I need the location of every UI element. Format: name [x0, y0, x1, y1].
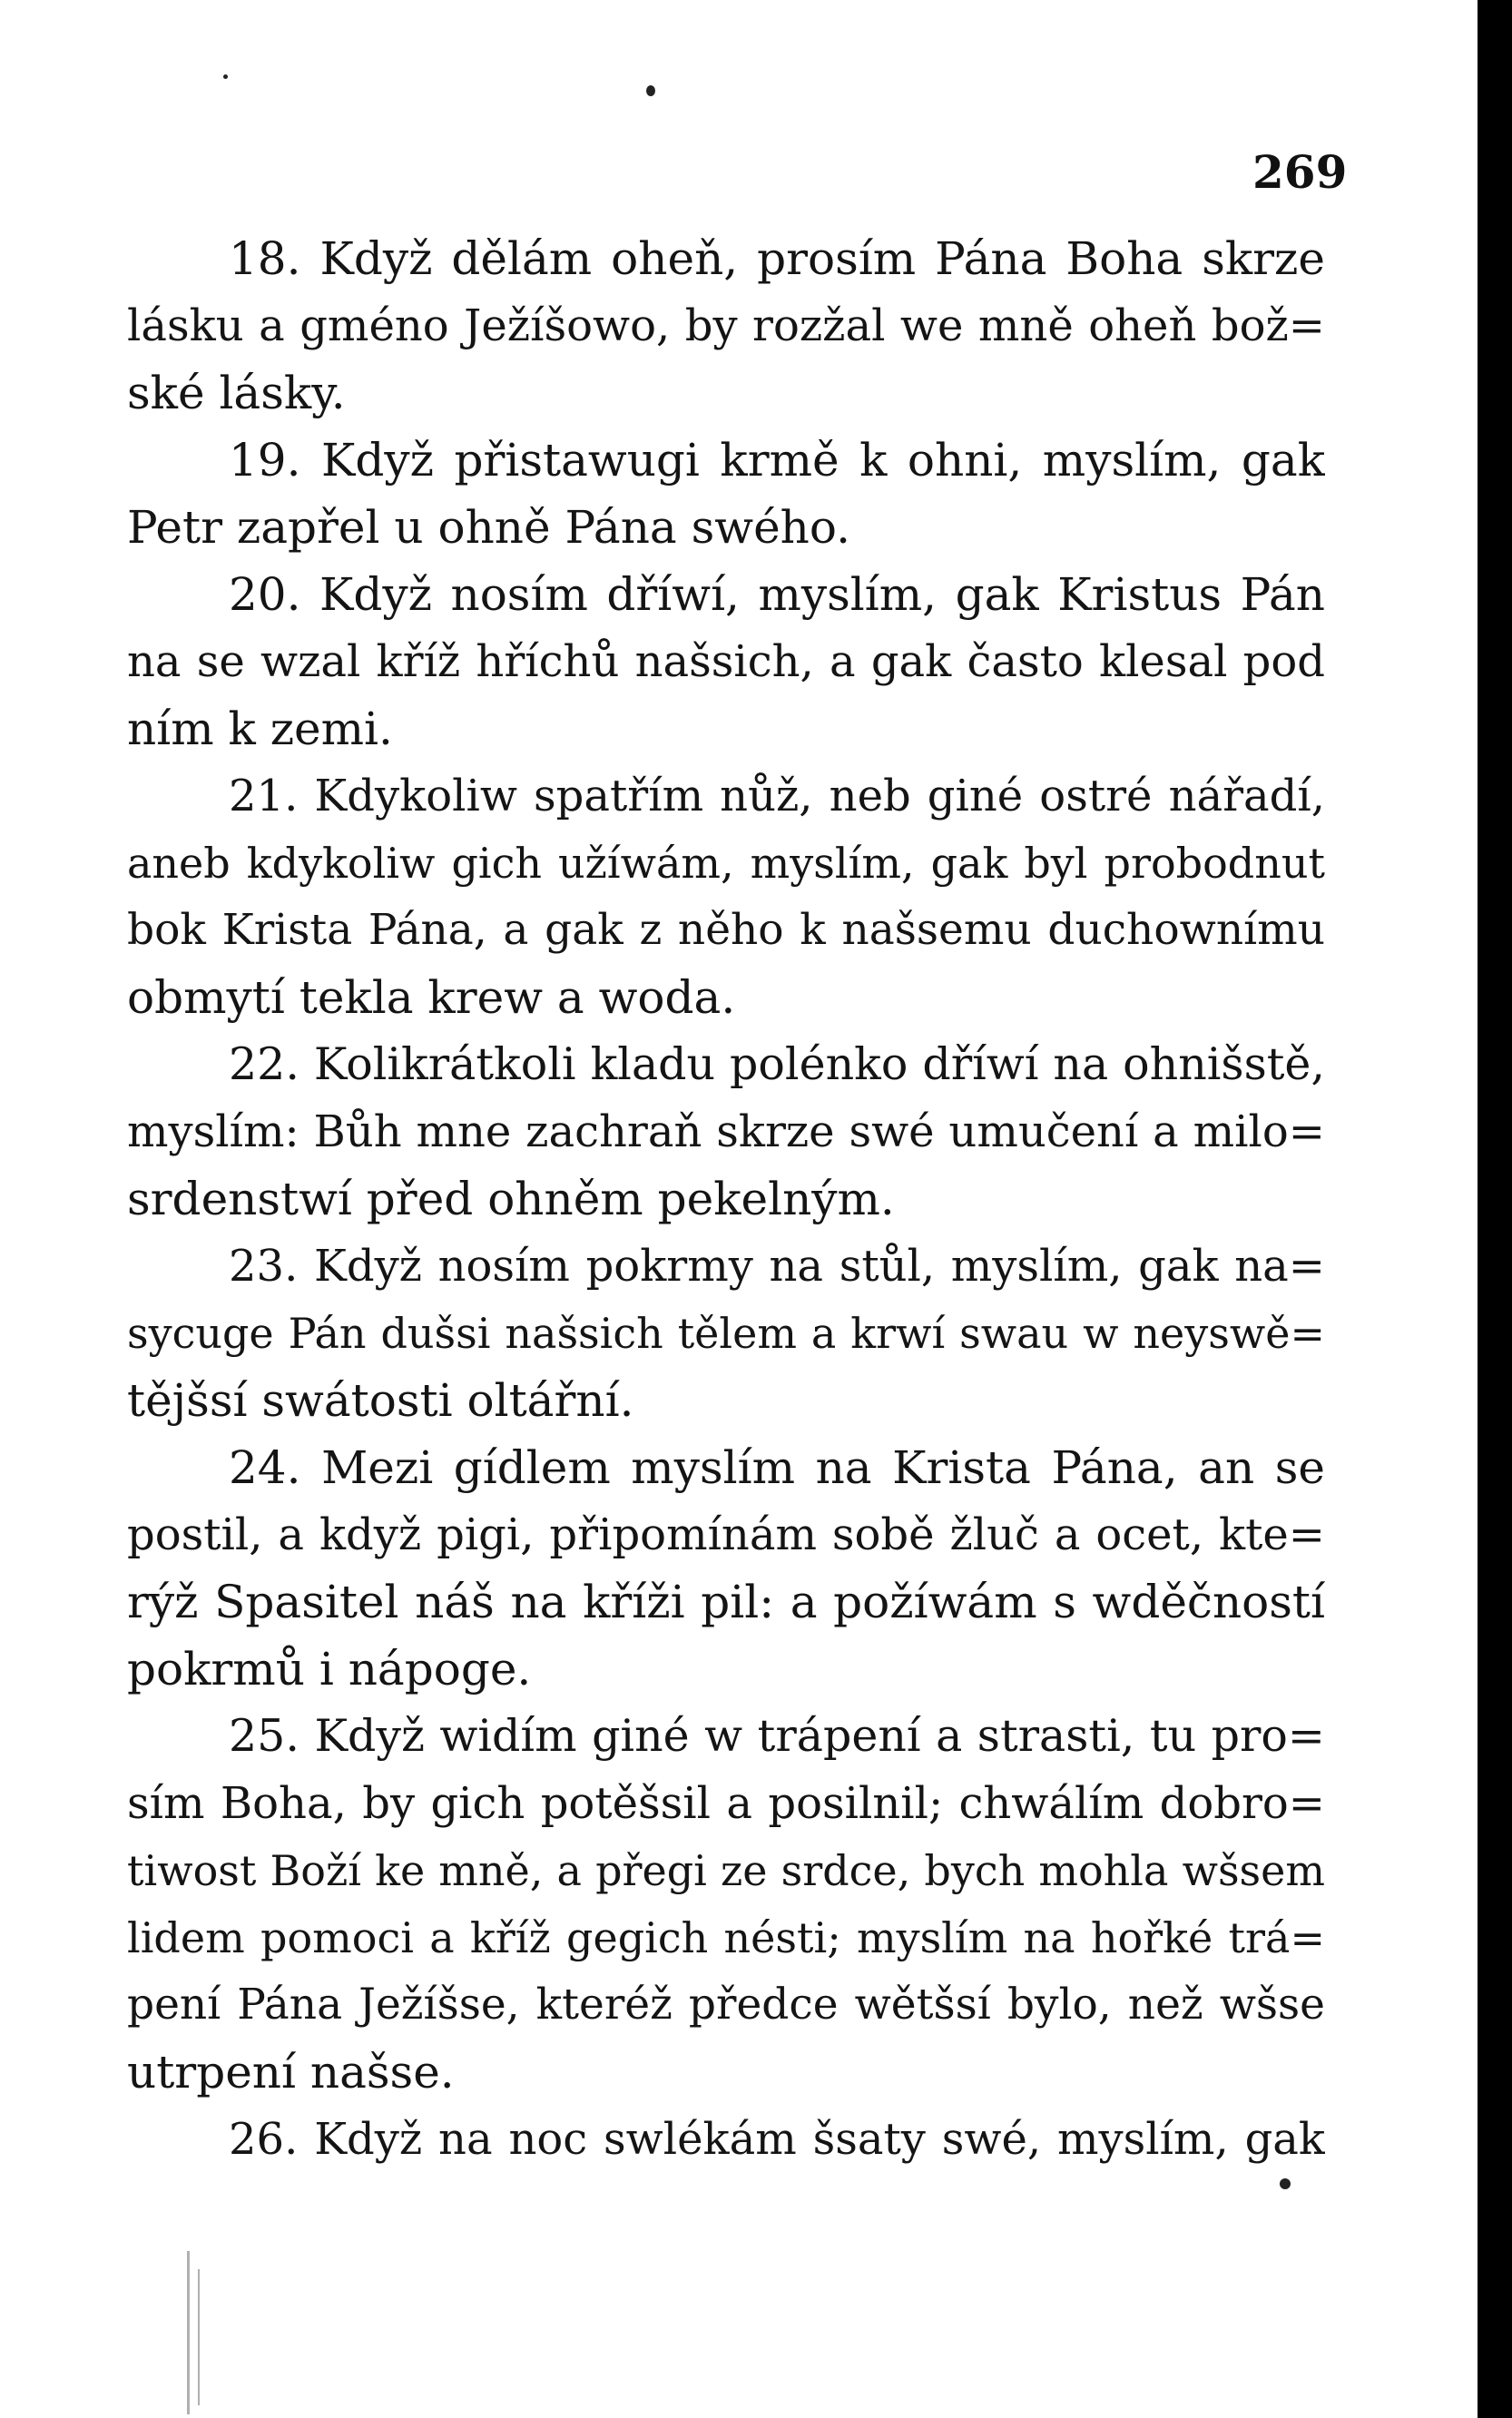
- text-line: tiwost Boží ke mně, a přegi ze srdce, bych mohla wšsem: [127, 1846, 1325, 1895]
- text-line: ské lásky.: [127, 367, 346, 419]
- text-line: tějšsí swátosti oltářní.: [127, 1374, 634, 1427]
- gutter-mark-2: [198, 2269, 200, 2405]
- text-line: 22. Kolikrátkoli kladu polénko dříwí na ohnišstě,: [229, 1038, 1325, 1090]
- text-line: 23. Když nosím pokrmy na stůl, myslím, gak na=: [229, 1241, 1325, 1292]
- text-line: 25. Když widím giné w trápení a strasti, tu pro=: [229, 1710, 1325, 1762]
- text-line: lásku a gméno Ježíšowo, by rozžal we mně oheň bož=: [127, 300, 1325, 351]
- text-line: ním k zemi.: [127, 703, 393, 755]
- text-line: 26. Když na noc swlékám šsaty swé, myslím, gak: [229, 2114, 1325, 2165]
- ink-speck-bottom: [1280, 2178, 1291, 2189]
- text-line: rýž Spasitel náš na kříži pil: a požíwám s wděčností: [127, 1576, 1325, 1628]
- text-line: lidem pomoci a kříž gegich nésti; myslím na hořké trá=: [127, 1913, 1325, 1962]
- page-number: 269: [1252, 145, 1348, 199]
- text-line: aneb kdykoliw gich užíwám, myslím, gak byl probodnut: [127, 839, 1325, 888]
- text-line: bok Krista Pána, a gak z něho k našsemu duchownímu: [127, 905, 1325, 955]
- text-line: 24. Mezi gídlem myslím na Krista Pána, an se: [229, 1441, 1325, 1494]
- scan-edge: [1478, 0, 1512, 2418]
- page-text: [127, 225, 1325, 2173]
- text-line: Petr zapřel u ohně Pána swého.: [127, 501, 850, 554]
- gutter-mark: [187, 2251, 190, 2414]
- text-line: sycuge Pán dušsi našsich tělem a krwí swau w neyswě=: [127, 1309, 1325, 1358]
- text-line: 21. Kdykoliw spatřím nůž, neb giné ostré nářadí,: [229, 771, 1325, 821]
- text-line: na se wzal kříž hříchů našsich, a gak často klesal pod: [127, 636, 1325, 687]
- text-line: 18. Když dělám oheň, prosím Pána Boha skrze: [229, 232, 1325, 285]
- text-line: obmytí tekla krew a woda.: [127, 971, 736, 1024]
- text-line: sím Boha, by gich potěšsil a posilnil; chwálím dobro=: [127, 1778, 1325, 1829]
- text-line: pokrmů i nápoge.: [127, 1643, 532, 1696]
- ink-speck-top: [646, 85, 655, 96]
- text-line: utrpení našse.: [127, 2046, 455, 2099]
- text-line: 20. Když nosím dříwí, myslím, gak Kristus Pán: [229, 568, 1325, 621]
- text-line: pení Pána Ježíšse, kteréž předce wětšsí bylo, než wšse: [127, 1980, 1325, 2030]
- text-line: 19. Když přistawugi krmě k ohni, myslím, gak: [229, 434, 1325, 487]
- ink-speck-left: [223, 74, 228, 79]
- text-line: srdenstwí před ohněm pekelným.: [127, 1173, 895, 1225]
- text-line: myslím: Bůh mne zachraň skrze swé umučení a milo=: [127, 1106, 1325, 1157]
- text-line: postil, a když pigi, připomínám sobě žluč a ocet, kte=: [127, 1509, 1325, 1560]
